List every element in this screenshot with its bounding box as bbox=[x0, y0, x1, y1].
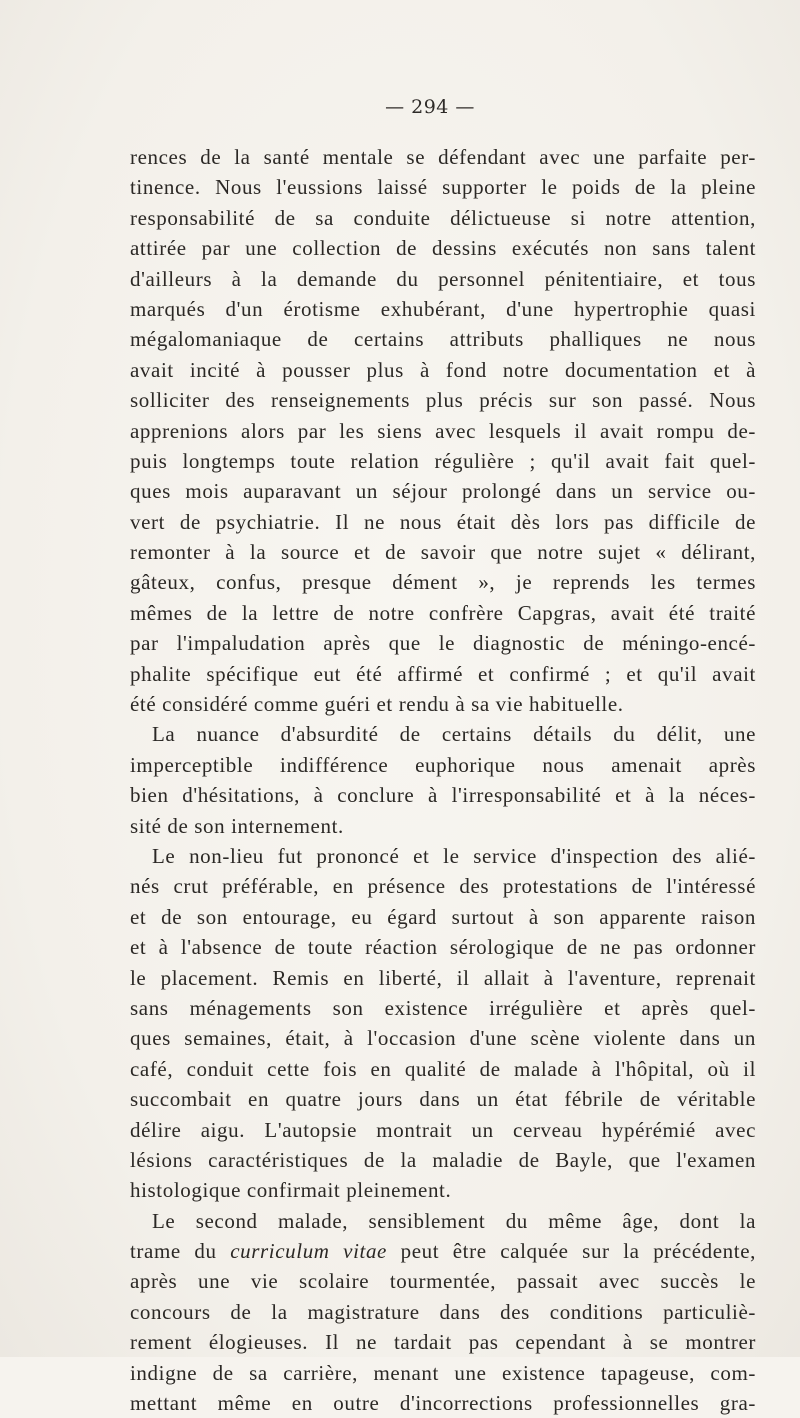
text-line: mégalomaniaque de certains attributs phalliques ne nous bbox=[130, 327, 756, 352]
text-line: histologique confirmait pleinement. bbox=[130, 1178, 452, 1203]
text-line: succombait en quatre jours dans un état fébrile de véritable bbox=[130, 1087, 756, 1112]
text-line: ques mois auparavant un séjour prolongé dans un service ou- bbox=[130, 479, 756, 504]
text-segment: trame du bbox=[130, 1239, 231, 1264]
text-line: puis longtemps toute relation régulière ; qu'il avait fait quel- bbox=[130, 448, 756, 473]
page-number: — 294 — bbox=[385, 96, 475, 118]
text-line: nés crut préférable, en présence des protestations de l'intéressé bbox=[130, 874, 756, 899]
text-line: sité de son internement. bbox=[130, 813, 344, 838]
text-line: apprenions alors par les siens avec lesquels il avait rompu de- bbox=[130, 418, 756, 443]
text-line: délire aigu. L'autopsie montrait un cerveau hypérémié avec bbox=[130, 1117, 756, 1142]
text-line: phalite spécifique eut été affirmé et confirmé ; et qu'il avait bbox=[130, 661, 756, 686]
text-line: remonter à la source et de savoir que notre sujet « délirant, bbox=[130, 540, 756, 565]
text-line: et à l'absence de toute réaction sérologique de ne pas ordonner bbox=[130, 935, 756, 960]
text-line: après une vie scolaire tourmentée, passait avec succès le bbox=[130, 1269, 756, 1294]
text-line: ques semaines, était, à l'occasion d'une scène violente dans un bbox=[130, 1026, 756, 1051]
text-line: concours de la magistrature dans des conditions particuliè- bbox=[130, 1299, 756, 1324]
text-line: marqués d'un érotisme exhubérant, d'une hypertrophie quasi bbox=[130, 296, 756, 321]
text-line: et de son entourage, eu égard surtout à son apparente raison bbox=[130, 904, 756, 929]
text-line bbox=[130, 1236, 756, 1266]
text-line: attirée par une collection de dessins exécutés non sans talent bbox=[130, 236, 756, 261]
text-line: tinence. Nous l'eussions laissé supporter le poids de la pleine bbox=[130, 175, 756, 200]
text-line: indigne de sa carrière, menant une existence tapageuse, com- bbox=[130, 1360, 756, 1385]
text-line: Le non-lieu fut prononcé et le service d'inspection des alié- bbox=[152, 843, 756, 868]
text-line: lésions caractéristiques de la maladie de Bayle, que l'examen bbox=[130, 1147, 756, 1172]
text-line: sans ménagements son existence irrégulière et après quel- bbox=[130, 995, 756, 1020]
text-line: bien d'hésitations, à conclure à l'irresponsabilité et à la néces- bbox=[130, 783, 756, 808]
text-line: café, conduit cette fois en qualité de malade à l'hôpital, où il bbox=[130, 1056, 756, 1081]
text-line: avait incité à pousser plus à fond notre documentation et à bbox=[130, 357, 756, 382]
text-segment: peut être calquée sur la précédente, bbox=[386, 1239, 756, 1264]
body-text bbox=[130, 142, 756, 1418]
text-line: d'ailleurs à la demande du personnel pénitentiaire, et tous bbox=[130, 266, 756, 291]
text-line: vert de psychiatrie. Il ne nous était dès lors pas difficile de bbox=[130, 509, 756, 534]
text-line: solliciter des renseignements plus précis sur son passé. Nous bbox=[130, 388, 756, 413]
text-line: mettant même en outre d'incorrections professionnelles gra- bbox=[130, 1391, 756, 1416]
text-line: rement élogieuses. Il ne tardait pas cependant à se montrer bbox=[130, 1330, 756, 1355]
text-line: rences de la santé mentale se défendant avec une parfaite per- bbox=[130, 145, 756, 169]
text-line: mêmes de la lettre de notre confrère Capgras, avait été traité bbox=[130, 600, 756, 625]
text-line: responsabilité de sa conduite délictueuse si notre attention, bbox=[130, 205, 756, 230]
text-line: imperceptible indifférence euphorique nous amenait après bbox=[130, 752, 756, 777]
text-line: La nuance d'absurdité de certains détails du délit, une bbox=[152, 722, 756, 747]
text-line: Le second malade, sensiblement du même âge, dont la bbox=[152, 1208, 756, 1233]
text-line: été considéré comme guéri et rendu à sa vie habituelle. bbox=[130, 692, 624, 717]
text-line: par l'impaludation après que le diagnostic de méningo-encé- bbox=[130, 631, 756, 656]
italic-term: curriculum vitae bbox=[230, 1239, 387, 1264]
text-line: gâteux, confus, presque dément », je reprends les termes bbox=[130, 570, 756, 595]
text-line: le placement. Remis en liberté, il allait à l'aventure, reprenait bbox=[130, 965, 756, 990]
